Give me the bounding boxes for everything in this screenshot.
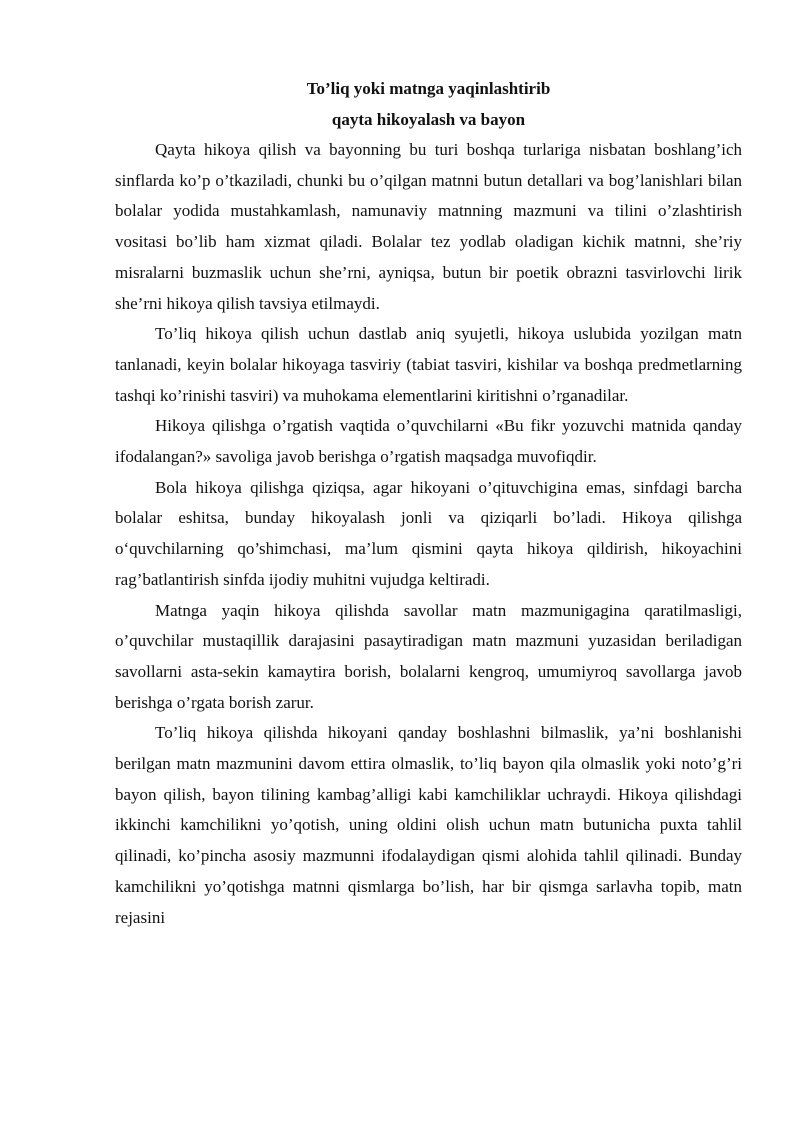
document-title-line-1: To’liq yoki matnga yaqinlashtirib <box>306 79 551 98</box>
document-body <box>115 73 742 933</box>
paragraph-1: Qayta hikoya qilish va bayonning bu turi boshqa turlariga nisbatan boshlang’ich sinflarda ko’p o’tkaziladi, chunki bu o’qilgan matnni butun detallari va bog’lanishlari bilan bolalar yodida mustahkamlash, namunaviy matnning mazmuni va tilini o’zlashtirish vositasi bo’lib ham xizmat qiladi. Bolalar tez yodlab oladigan kichik matnni, she’riy misralarni buzmaslik uchun she’rni, ayniqsa, butun bir poetik obrazni tasvirlovchi lirik she’rni hikoya qilish tavsiya etilmaydi. <box>115 140 742 313</box>
paragraph-2: To’liq hikoya qilish uchun dastlab aniq syujetli, hikoya uslubida yozilgan matn tanlanadi, keyin bolalar hikoyaga tasviriy (tabiat tasviri, kishilar va boshqa predmetlarning tashqi ko’rinishi tasviri) va muhokama elementlarini kiritishni o’rganadilar. <box>115 324 742 405</box>
paragraph-5: Matnga yaqin hikoya qilishda savollar matn mazmunigagina qaratilmasligi, o’quvchilar mustaqillik darajasini pasaytiradigan matn mazmuni yuzasidan beriladigan savollarni asta-sekin kamaytira borish, bolalarni kengroq, umumiyroq savollarga javob berishga o’rgata borish zarur. <box>115 600 742 712</box>
paragraph-3: Hikoya qilishga o’rgatish vaqtida o’quvchilarni «Bu fikr yozuvchi matnida qanday ifodalangan?» savoliga javob berishga o’rgatish maqsadga muvofiqdir. <box>115 416 742 467</box>
paragraph-6: To’liq hikoya qilishda hikoyani qanday boshlashni bilmaslik, ya’ni boshlanishi berilgan matn mazmunini davom ettira olmaslik, to’liq bayon qila olmaslik yoki noto’g’ri bayon qilish, bayon tilining kambag’alligi kabi kamchiliklar uchraydi. Hikoya qilishdagi ikkinchi kamchilikni yo’qotish, uning oldini olish uchun matn butunicha puxta tahlil qilinadi, ko’pincha asosiy mazmunni ifodalaydigan qismi alohida tahlil qilinadi. Bunday kamchilikni yo’qotishga matnni qismlarga bo’lish, har bir qismga sarlavha topib, matn rejasini <box>115 723 742 927</box>
paragraph-4: Bola hikoya qilishga qiziqsa, agar hikoyani o’qituvchigina emas, sinfdagi barcha bolalar eshitsa, bunday hikoyalash jonli va qiziqarli bo’ladi. Hikoya qilishga o‘quvchilarning qo’shimchasi, ma’lum qismini qayta hikoya qildirish, hikoyachini rag’batlantirish sinfda ijodiy muhitni vujudga keltiradi. <box>115 477 742 589</box>
document-title-line-2: qayta hikoyalash va bayon <box>331 110 526 129</box>
